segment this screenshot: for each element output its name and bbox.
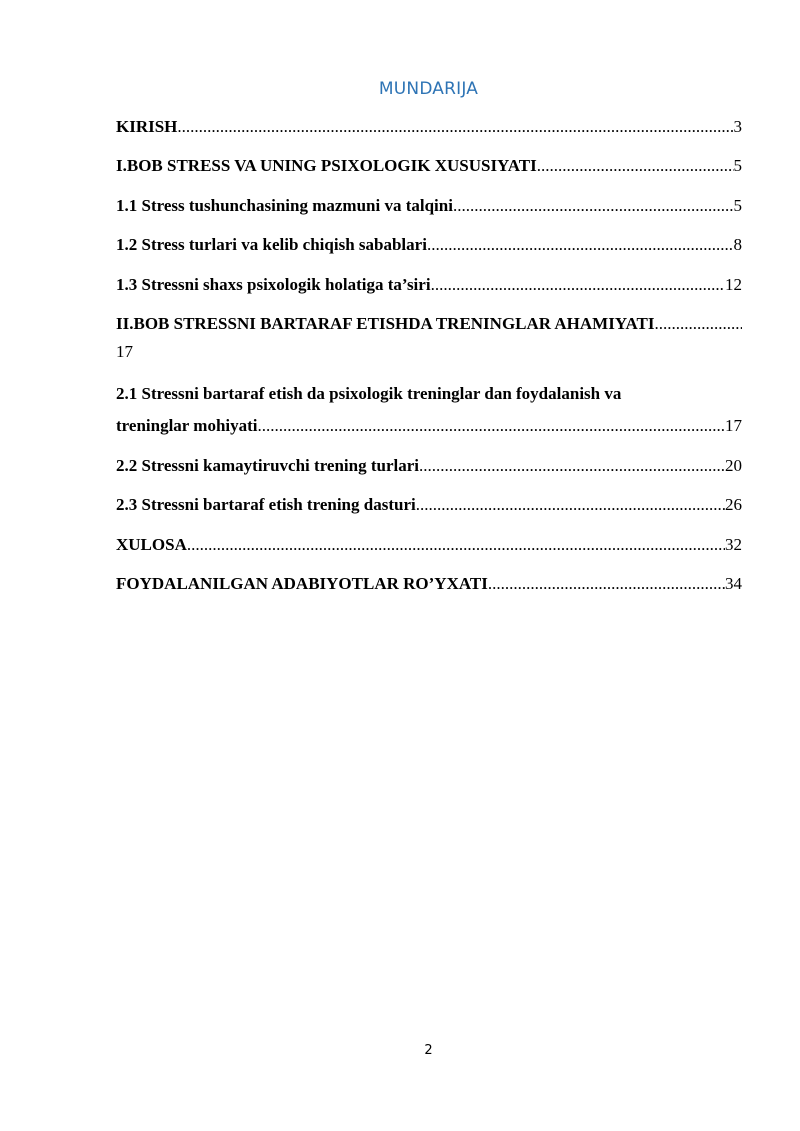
page-number: 2	[424, 1043, 433, 1058]
toc-entry-text: 2.3 Stressni bartaraf etish trening dasturi	[116, 495, 416, 514]
toc-entry[interactable]	[116, 382, 742, 438]
toc-leader-dots	[655, 312, 742, 336]
toc-entry-line	[116, 493, 742, 517]
toc-entry-text-continued: treninglar mohiyati	[116, 416, 258, 435]
toc-entry-line	[116, 233, 742, 257]
toc-entry[interactable]	[116, 572, 742, 596]
toc-leader-dots	[453, 194, 734, 218]
toc-entry[interactable]	[116, 233, 742, 257]
toc-entry-text: FOYDALANILGAN ADABIYOTLAR RO’YXATI	[116, 574, 488, 593]
toc-entry-line	[116, 454, 742, 478]
toc-entry-text: XULOSA	[116, 535, 187, 554]
toc-title: MUNDARIJA	[378, 79, 479, 99]
toc-entry-line	[116, 154, 742, 178]
toc-leader-dots	[488, 572, 725, 596]
toc-entry-page: 5	[733, 156, 742, 175]
toc-leader-dots	[537, 154, 734, 178]
toc-entry[interactable]	[116, 312, 742, 364]
toc-entry-page: 8	[733, 235, 742, 254]
toc-entry-text: KIRISH	[116, 117, 178, 136]
toc-entry-page: 20	[725, 456, 742, 475]
toc-entry-page: 26	[725, 495, 742, 514]
toc-entry-line	[116, 572, 742, 596]
toc-entry-line	[116, 273, 742, 297]
toc-entry[interactable]	[116, 115, 742, 139]
toc-leader-dots	[258, 414, 725, 438]
toc-entry-line	[116, 414, 742, 438]
toc-leader-dots	[431, 273, 725, 297]
toc-entry-page: 3	[733, 117, 742, 136]
toc-entry-line	[116, 340, 742, 364]
toc-entry-page: 34	[725, 574, 742, 593]
toc-entry-page: 17	[116, 342, 133, 361]
toc-entry-page: 5	[733, 196, 742, 215]
toc-entry-line	[116, 194, 742, 218]
toc-entry-line	[116, 115, 742, 139]
toc-entry-text: 2.1 Stressni bartaraf etish da psixologik treninglar dan foydalanish va	[116, 384, 622, 403]
toc-entry[interactable]	[116, 273, 742, 297]
toc-entry[interactable]	[116, 493, 742, 517]
toc-entry[interactable]	[116, 194, 742, 218]
toc-entry-text: II.BOB STRESSNI BARTARAF ETISHDA TRENINGLAR AHAMIYATI	[116, 314, 655, 333]
toc-leader-dots	[427, 233, 734, 257]
toc-entry[interactable]	[116, 533, 742, 557]
toc-entry-text: 2.2 Stressni kamaytiruvchi trening turlari	[116, 456, 420, 475]
toc-leader-dots	[177, 115, 733, 139]
toc-entry-text: 1.2 Stress turlari va kelib chiqish sabablari	[116, 235, 427, 254]
toc-entry-page: 17	[725, 416, 742, 435]
toc-leader-dots	[416, 493, 725, 517]
toc-entry-text: I.BOB STRESS VA UNING PSIXOLOGIK XUSUSIYATI	[116, 156, 537, 175]
toc-leader-dots	[419, 454, 725, 478]
toc-entry-text: 1.1 Stress tushunchasining mazmuni va talqini	[116, 196, 453, 215]
toc-entry-line	[116, 312, 742, 336]
toc-entry-page: 12	[725, 275, 742, 294]
toc-entry-page: 32	[725, 535, 742, 554]
toc-leader-dots	[187, 533, 725, 557]
toc-entry-text: 1.3 Stressni shaxs psixologik holatiga ta’siri	[116, 275, 431, 294]
toc-entry[interactable]	[116, 454, 742, 478]
toc-entry-line	[116, 533, 742, 557]
toc-entry[interactable]	[116, 154, 742, 178]
